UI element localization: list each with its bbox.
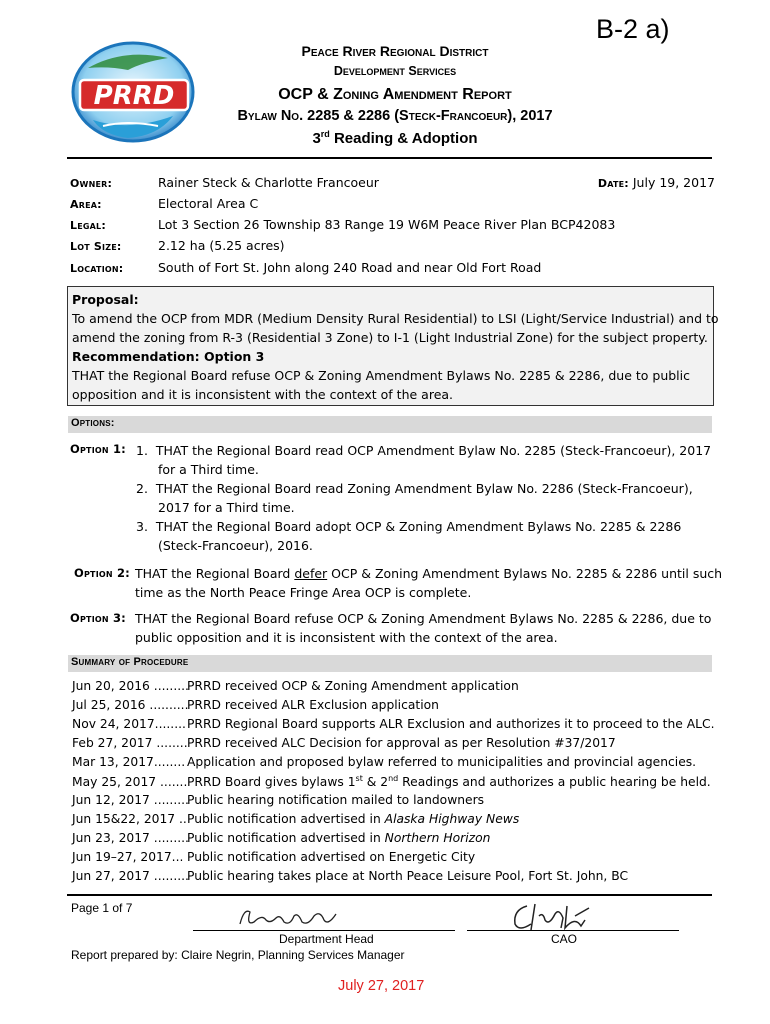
- document-tag: B-2 a): [596, 14, 670, 44]
- procedure-row: Jul 25, 2016 ..........PRRD received ALR Exclusion application: [72, 698, 439, 712]
- owner-label: Owner:: [70, 177, 113, 190]
- cao-label: CAO: [551, 932, 578, 946]
- page-number: Page 1 of 7: [71, 901, 133, 915]
- option-1-item: 1. THAT the Regional Board read OCP Amendment Bylaw No. 2285 (Steck-Francoeur), 2017: [136, 443, 712, 458]
- proposal-heading: Proposal:: [72, 292, 139, 307]
- procedure-row: Jun 15&22, 2017 ..Public notification advertised in Alaska Highway News: [72, 812, 520, 826]
- report-title: OCP & Zoning Amendment Report: [278, 86, 512, 103]
- logo-text: PRRD: [93, 81, 175, 111]
- option-1-item-cont: 2017 for a Third time.: [158, 500, 295, 515]
- procedure-row: Jun 23, 2017 .........Public notification advertised in Northern Horizon: [72, 831, 491, 845]
- lot-size-value: 2.12 ha (5.25 acres): [158, 238, 285, 253]
- cao-signature: [505, 898, 605, 934]
- option-3-text-cont: public opposition and it is inconsistent with the context of the area.: [135, 630, 558, 645]
- procedure-row: Jun 27, 2017 .........Public hearing takes place at North Peace Leisure Pool, Fort St. John, BC: [72, 869, 629, 883]
- owner-value: Rainer Steck & Charlotte Francoeur: [158, 175, 379, 190]
- bylaw-line: Bylaw No. 2285 & 2286 (Steck-Francoeur), 2017: [237, 108, 553, 124]
- location-value: South of Fort St. John along 240 Road and near Old Fort Road: [158, 260, 542, 275]
- procedure-row: Jun 19–27, 2017... Public notification advertised on Energetic City: [72, 850, 476, 864]
- header-rule: [67, 157, 712, 159]
- prepared-by: Report prepared by: Claire Negrin, Planning Services Manager: [71, 948, 405, 962]
- proposal-box: [67, 286, 719, 406]
- option-1-item: 3. THAT the Regional Board adopt OCP & Zoning Amendment Bylaws No. 2285 & 2286: [136, 519, 682, 534]
- procedure-row: May 25, 2017 .......PRRD Board gives bylaws 1st & 2nd Readings and authorizes a public hearing be held.: [72, 774, 711, 790]
- option-3-text: THAT the Regional Board refuse OCP & Zoning Amendment Bylaws No. 2285 & 2286, due to: [135, 611, 712, 626]
- recommendation-text-1: THAT the Regional Board refuse OCP & Zoning Amendment Bylaws No. 2285 & 2286, due to public: [72, 368, 691, 383]
- reading-line: 3rd Reading & Adoption: [312, 129, 478, 147]
- procedure-row: Feb 27, 2017 ........PRRD received ALC Decision for approval as per Resolution #37/2017: [72, 736, 616, 750]
- summary-heading: Summary of Procedure: [71, 656, 189, 668]
- options-heading: Options:: [71, 417, 115, 429]
- recommendation-heading: Recommendation: Option 3: [72, 349, 265, 364]
- option-2-text: THAT the Regional Board defer OCP & Zoning Amendment Bylaws No. 2285 & 2286 until such: [135, 566, 723, 581]
- department-head-line: [193, 930, 455, 931]
- option-2-text-cont: time as the North Peace Fringe Area OCP is complete.: [135, 585, 472, 600]
- option-1-item-cont: (Steck-Francoeur), 2016.: [158, 538, 313, 553]
- proposal-text-2: amend the zoning from R-3 (Residential 3 Zone) to I-1 (Light Industrial Zone) for the subject property.: [72, 330, 708, 345]
- option-1-item-cont: for a Third time.: [158, 462, 259, 477]
- footer-rule: [67, 894, 712, 896]
- procedure-row: Jun 20, 2016 .........PRRD received OCP & Zoning Amendment application: [72, 679, 519, 693]
- summary-heading-bar: [68, 655, 712, 672]
- options-heading-bar: [68, 416, 712, 433]
- lot-size-label: Lot Size:: [70, 240, 122, 253]
- legal-label: Legal:: [70, 219, 106, 232]
- location-label: Location:: [70, 262, 124, 275]
- area-value: Electoral Area C: [158, 196, 259, 211]
- stamp-date: July 27, 2017: [338, 978, 425, 994]
- department-head-label: Department Head: [279, 932, 374, 946]
- org-name: Peace River Regional District: [301, 43, 489, 59]
- proposal-text-1: To amend the OCP from MDR (Medium Density Rural Residential) to LSI (Light/Service Industrial) and to: [72, 311, 719, 326]
- procedure-row: Nov 24, 2017........PRRD Regional Board supports ALR Exclusion and authorizes it to proceed to the ALC.: [72, 717, 715, 731]
- procedure-row: Mar 13, 2017........ Application and proposed bylaw referred to municipalities and provincial agencies.: [72, 755, 697, 769]
- recommendation-text-2: opposition and it is inconsistent with the context of the area.: [72, 387, 454, 402]
- area-label: Area:: [70, 198, 102, 211]
- option-1-label: Option 1:: [70, 442, 126, 456]
- option-2-label: Option 2:: [74, 566, 130, 580]
- option-1-item: 2. THAT the Regional Board read Zoning Amendment Bylaw No. 2286 (Steck-Francoeur),: [136, 481, 693, 496]
- date-field: Date: July 19, 2017: [597, 175, 715, 190]
- dept-name: Development Services: [333, 64, 457, 78]
- cao-line: [467, 930, 679, 931]
- option-3-label: Option 3:: [70, 611, 126, 625]
- prrd-logo: [68, 40, 198, 145]
- procedure-row: Jun 12, 2017 .........Public hearing notification mailed to landowners: [72, 793, 485, 807]
- legal-value: Lot 3 Section 26 Township 83 Range 19 W6M Peace River Plan BCP42083: [158, 217, 616, 232]
- department-head-signature: [232, 902, 352, 932]
